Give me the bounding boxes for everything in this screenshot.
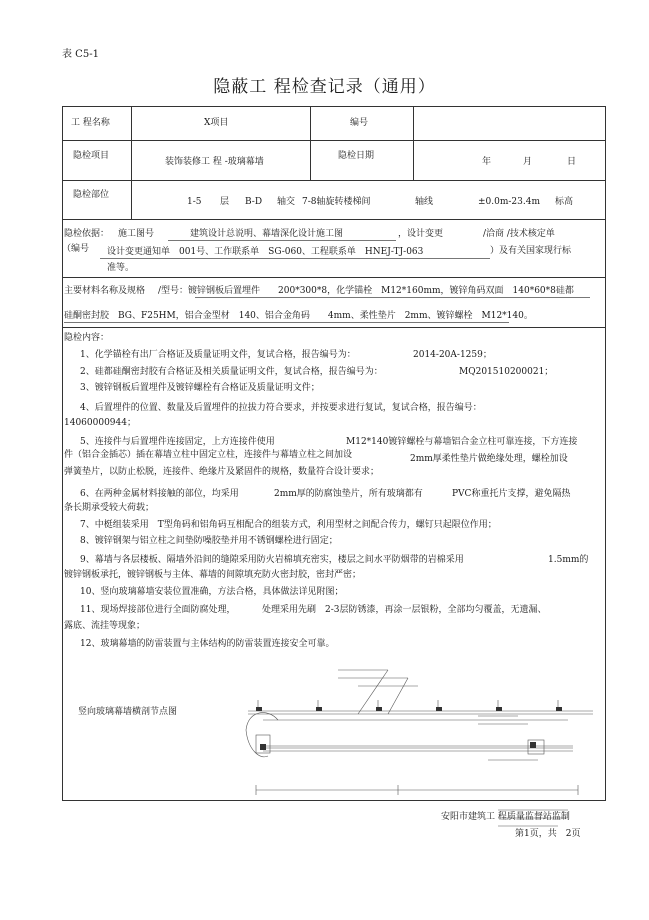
part-axis-cross: 轴交	[277, 197, 296, 207]
project-name-value: X项目	[204, 118, 229, 128]
content-item-11-a: 11、现场焊接部位进行全面防腐处理，	[80, 605, 236, 615]
part-elevation-label: 标高	[555, 197, 574, 207]
materials-label: 主要材料名称及规格	[64, 286, 146, 296]
materials-line-1: /型号：镀锌钢板后置埋件 200*300*8，化学锚栓 M12*160mm，镀锌角码双面 140*60*8硅都	[158, 286, 574, 296]
content-item-11-b: 处理采用先刷 2-3层防锈漆，再涂一层银粉，全部均匀覆盖，无遗漏、	[262, 605, 547, 615]
part-axis-to: 7-8轴旋转楼梯间	[302, 197, 371, 207]
footer-org: 安阳市建筑工 程质量监督站监制	[441, 812, 570, 822]
basis-drawing-value: 建筑设计总说明、幕墙深化设计施工图	[190, 229, 344, 239]
date-day: 日	[567, 157, 577, 167]
basis-standard-tail: 准等。	[107, 263, 135, 273]
content-item-9-a: 9、幕墙与各层楼板、隔墙外沿间的缝隙采用防火岩棉填充密实，楼层之间水平防烟带的岩棉采用	[80, 555, 464, 565]
content-item-8: 8、镀锌钢架与铝立柱之间垫防噪胶垫并用不锈钢螺栓进行固定；	[80, 536, 338, 546]
content-item-10: 10、竖向玻璃幕墙安装位置准确，方法合格，具体做法详见附图；	[80, 587, 344, 597]
content-item-7: 7、中梃组装采用 T型角码和铝角码互相配合的组装方式，利用型材之间配合传力，螺钉只起限位作用；	[80, 520, 497, 530]
content-item-6-a: 6、在两种金属材料接触的部位，均采用	[80, 489, 239, 499]
content-item-5-d: 2mm厚柔性垫片做绝缘处理，螺栓加设	[410, 454, 568, 464]
basis-standard-text: ）及有关国家现行标	[490, 246, 572, 256]
part-elevation: ±0.0m-23.4m	[478, 197, 541, 207]
form-id: 表 C5-1	[62, 49, 99, 60]
part-line-label: 轴线	[415, 197, 434, 207]
project-name-label: 工 程名称	[71, 118, 110, 128]
footer-page: 第1页，共 2页	[515, 829, 581, 839]
number-label: 编号	[350, 118, 369, 128]
curtain-wall-section-drawing	[238, 650, 598, 835]
materials-line-2: 硅酮密封胶 BG、F25HM，铝合金型材 140、铝合金角码 4mm、柔性垫片 2mm、镀锌螺栓 M12*140。	[64, 311, 533, 321]
content-item-12: 12、玻璃幕墙的防雷装置与主体结构的防雷装置连接安全可靠。	[80, 639, 335, 649]
date-month: 月	[523, 157, 533, 167]
content-item-1-report: 2014-20A-1259；	[413, 350, 492, 360]
page-title: 隐蔽工 程检查记录（通用）	[213, 77, 436, 97]
content-item-5-b: M12*140镀锌螺栓与幕墙铝合金立柱可靠连接，下方连接	[346, 437, 578, 447]
basis-change-label: ，设计变更	[398, 229, 444, 239]
part-axis-from: B-D	[245, 197, 263, 207]
content-item-5-c: 件（铝合金插芯）插在幕墙立柱中固定立柱，连接件与幕墙立柱之间加设	[64, 450, 353, 460]
basis-change-types: /洽商 /技术核定单	[483, 229, 555, 239]
content-item-6-d: 条长期承受较大荷载；	[64, 503, 155, 513]
date-year: 年	[482, 157, 492, 167]
content-item-1: 1、化学锚栓有出厂合格证及质量证明文件，复试合格，报告编号为：	[80, 350, 356, 360]
content-item-6-c: PVC称重托片支撑，避免隔热	[452, 489, 571, 499]
content-item-9-c: 镀锌钢板承托，镀锌钢板与主体、幕墙的间隙填充防火密封胶，密封严密；	[64, 570, 362, 580]
basis-drawing-label: 施工图号	[118, 229, 155, 239]
part-floor-from: 1-5	[187, 197, 202, 207]
drawing-caption: 竖向玻璃幕墙横剖节点图	[78, 707, 178, 717]
content-item-11-c: 露底、流挂等现象；	[64, 621, 146, 631]
inspection-date-label: 隐检日期	[338, 151, 375, 161]
content-heading: 隐检内容：	[64, 333, 110, 343]
inspection-item-label: 隐检项目	[73, 151, 110, 161]
content-item-5-a: 5、连接件与后置埋件连接固定，上方连接件使用	[80, 437, 275, 447]
content-item-2-report: MQ201510200021；	[459, 367, 554, 377]
content-item-2: 2、硅都硅酮密封胶有合格证及相关质量证明文件，复试合格，报告编号为：	[80, 367, 383, 377]
content-item-9-b: 1.5mm的	[548, 555, 589, 565]
inspection-item-value: 装饰装修工 程 -玻璃幕墙	[165, 157, 264, 167]
content-item-5-e: 弹簧垫片，以防止松脱，连接件、绝缘片及紧固件的规格，数量符合设计要求；	[64, 467, 380, 477]
part-floor-label: 层	[220, 197, 230, 207]
inspection-part-label: 隐检部位	[73, 190, 110, 200]
content-item-3: 3、镀锌钢板后置埋件及镀锌螺栓有合格证及质量证明文件；	[80, 383, 320, 393]
basis-number-label: （编号	[62, 244, 90, 254]
content-item-4-report: 14060000944；	[64, 418, 136, 428]
content-item-4: 4、后置埋件的位置、数量及后置埋件的拉拔力符合要求，并按要求进行复试，复试合格，报告编号：	[80, 403, 482, 413]
basis-number-value: 设计变更通知单 001号、工作联系单 SG-060、工程联系单 HNEJ-TJ-063	[107, 247, 424, 257]
content-item-6-b: 2mm厚的防腐蚀垫片，所有玻璃都有	[274, 489, 423, 499]
basis-label: 隐检依据：	[64, 229, 110, 239]
